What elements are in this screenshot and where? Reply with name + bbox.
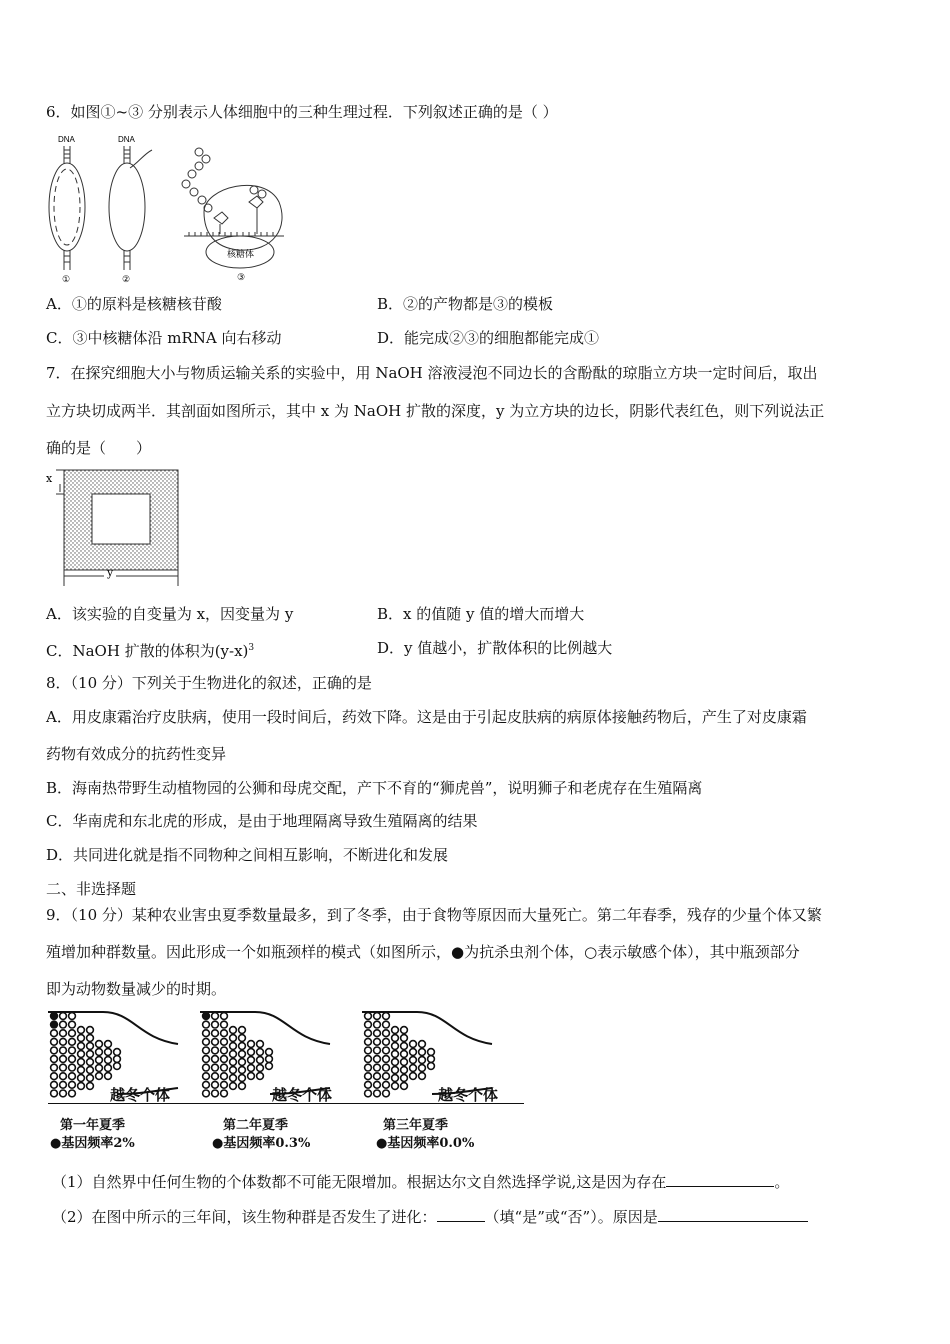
q6-label-2: ② xyxy=(122,275,131,284)
sensitive-dot xyxy=(383,1021,390,1028)
sensitive-dot xyxy=(365,1021,372,1028)
sensitive-dot xyxy=(410,1065,417,1072)
sensitive-dot xyxy=(401,1027,408,1034)
q7-stem-line3: 确的是（ ） xyxy=(46,439,152,457)
sensitive-dot xyxy=(69,1081,76,1088)
sensitive-dot xyxy=(114,1063,121,1070)
q9-stem-line1: 9．（10 分）某种农业害虫夏季数量最多，到了冬季，由于食物等原因而大量死亡。第二年春季，残存的少量个体又繁 xyxy=(46,906,822,924)
q8-option-b: B．海南热带野生动植物园的公狮和母虎交配，产下不育的“狮虎兽”，说明狮子和老虎存在生殖隔离 xyxy=(46,779,703,797)
sensitive-dot xyxy=(374,1090,381,1097)
q6-option-b: B．②的产物都是③的模板 xyxy=(377,295,554,313)
sensitive-dot xyxy=(87,1043,94,1050)
sensitive-dot xyxy=(374,1064,381,1071)
sensitive-dot xyxy=(374,1013,381,1020)
sensitive-dot xyxy=(383,1047,390,1054)
sensitive-dot xyxy=(410,1041,417,1048)
sensitive-dot xyxy=(212,1056,219,1063)
sensitive-dot xyxy=(78,1035,85,1042)
sensitive-dot xyxy=(60,1021,67,1028)
sensitive-dot xyxy=(96,1049,103,1056)
q6-option-d: D．能完成②③的细胞都能完成① xyxy=(377,329,600,347)
sensitive-dot xyxy=(239,1067,246,1074)
q9-fig1-season: 第一年夏季 xyxy=(60,1118,126,1133)
sensitive-dot xyxy=(365,1090,372,1097)
sensitive-dot xyxy=(266,1049,273,1056)
sensitive-dot xyxy=(203,1030,210,1037)
sensitive-dot xyxy=(78,1083,85,1090)
sensitive-dot xyxy=(239,1051,246,1058)
sensitive-dot xyxy=(221,1081,228,1088)
sensitive-dot xyxy=(383,1013,390,1020)
sensitive-dot xyxy=(221,1030,228,1037)
sensitive-dot xyxy=(257,1073,264,1080)
sensitive-dot xyxy=(60,1056,67,1063)
q9-stem-line3: 即为动物数量减少的时期。 xyxy=(46,980,227,998)
resistant-dot xyxy=(203,1013,210,1020)
sensitive-dot xyxy=(248,1041,255,1048)
sensitive-dot xyxy=(266,1056,273,1063)
q9-sub1: （1）自然界中任何生物的个体数都不可能无限增加。根据达尔文自然选择学说,这是因为存在 。 xyxy=(52,1173,790,1191)
sensitive-dot xyxy=(203,1064,210,1071)
q8-option-a-line1: A．用皮康霜治疗皮肤病，使用一段时间后，药效下降。这是由于引起皮肤病的病原体接触药物后，产生了对皮康霜 xyxy=(46,708,807,726)
sensitive-dot xyxy=(221,1013,228,1020)
q9-sub2-blank-reason[interactable] xyxy=(658,1207,808,1222)
sensitive-dot xyxy=(69,1021,76,1028)
sensitive-dot xyxy=(392,1067,399,1074)
sensitive-dot xyxy=(365,1047,372,1054)
sensitive-dot xyxy=(374,1021,381,1028)
sensitive-dot xyxy=(69,1013,76,1020)
sensitive-dot xyxy=(383,1090,390,1097)
sensitive-dot xyxy=(87,1075,94,1082)
sensitive-dot xyxy=(203,1081,210,1088)
q7-option-d: D．y 值越小，扩散体积的比例越大 xyxy=(377,639,613,657)
sensitive-dot xyxy=(383,1056,390,1063)
sensitive-dot xyxy=(78,1027,85,1034)
q6-option-a: A．①的原料是核糖核苷酸 xyxy=(46,295,222,313)
sensitive-dot xyxy=(392,1027,399,1034)
sensitive-dot xyxy=(230,1083,237,1090)
sensitive-dot xyxy=(78,1051,85,1058)
sensitive-dot xyxy=(105,1041,112,1048)
sensitive-dot xyxy=(51,1047,58,1054)
sensitive-dot xyxy=(203,1038,210,1045)
sensitive-dot xyxy=(96,1041,103,1048)
sensitive-dot xyxy=(203,1056,210,1063)
sensitive-dot xyxy=(374,1056,381,1063)
sensitive-dot xyxy=(401,1059,408,1066)
sensitive-dot xyxy=(401,1043,408,1050)
q8-option-c: C．华南虎和东北虎的形成，是由于地理隔离导致生殖隔离的结果 xyxy=(46,812,478,830)
sensitive-dot xyxy=(419,1065,426,1072)
sensitive-dot xyxy=(392,1035,399,1042)
sensitive-dot xyxy=(374,1081,381,1088)
sensitive-dot xyxy=(51,1064,58,1071)
sensitive-dot xyxy=(114,1056,121,1063)
q6-option-c: C．③中核糖体沿 mRNA 向右移动 xyxy=(46,329,282,347)
sensitive-dot xyxy=(392,1043,399,1050)
sensitive-dot xyxy=(401,1083,408,1090)
sensitive-dot xyxy=(365,1064,372,1071)
q6-stem: 6．如图①~③ 分别表示人体细胞中的三种生理过程．下列叙述正确的是（ ） xyxy=(46,103,558,121)
sensitive-dot xyxy=(60,1073,67,1080)
sensitive-dot xyxy=(239,1035,246,1042)
sensitive-dot xyxy=(248,1065,255,1072)
q7-option-c: C．NaOH 扩散的体积为$(y-x)^3$ xyxy=(46,642,255,660)
sensitive-dot xyxy=(221,1021,228,1028)
sensitive-dot xyxy=(212,1064,219,1071)
sensitive-dot xyxy=(257,1041,264,1048)
sensitive-dot xyxy=(212,1021,219,1028)
sensitive-dot xyxy=(69,1073,76,1080)
sensitive-dot xyxy=(221,1073,228,1080)
q8-stem: 8．（10 分）下列关于生物进化的叙述，正确的是 xyxy=(46,674,372,692)
q9-fig3-freq: ●基因频率0.0% xyxy=(376,1136,475,1151)
resistant-dot xyxy=(51,1013,58,1020)
q6-label-3: ③ xyxy=(237,273,246,283)
q9-sub1-blank[interactable] xyxy=(666,1172,774,1187)
sensitive-dot xyxy=(365,1038,372,1045)
sensitive-dot xyxy=(69,1056,76,1063)
sensitive-dot xyxy=(105,1073,112,1080)
sensitive-dot xyxy=(401,1035,408,1042)
sensitive-dot xyxy=(392,1075,399,1082)
sensitive-dot xyxy=(374,1073,381,1080)
sensitive-dot xyxy=(374,1047,381,1054)
sensitive-dot xyxy=(248,1057,255,1064)
sensitive-dot xyxy=(365,1073,372,1080)
sensitive-dot xyxy=(419,1073,426,1080)
sensitive-dot xyxy=(410,1049,417,1056)
sensitive-dot xyxy=(87,1067,94,1074)
sensitive-dot xyxy=(203,1073,210,1080)
q7-y-label: y xyxy=(107,566,114,579)
sensitive-dot xyxy=(410,1073,417,1080)
sensitive-dot xyxy=(401,1075,408,1082)
sensitive-dot xyxy=(392,1051,399,1058)
sensitive-dot xyxy=(410,1057,417,1064)
sensitive-dot xyxy=(51,1038,58,1045)
sensitive-dot xyxy=(87,1051,94,1058)
q9-fig2-winter-label: 越冬个体 xyxy=(272,1086,333,1104)
q7-figure xyxy=(44,466,184,588)
sensitive-dot xyxy=(212,1090,219,1097)
q7-option-b: B．x 的值随 y 值的增大而增大 xyxy=(377,605,585,623)
sensitive-dot xyxy=(69,1064,76,1071)
sensitive-dot xyxy=(239,1043,246,1050)
sensitive-dot xyxy=(257,1057,264,1064)
sensitive-dot xyxy=(105,1049,112,1056)
sensitive-dot xyxy=(239,1027,246,1034)
sensitive-dot xyxy=(248,1073,255,1080)
sensitive-dot xyxy=(383,1038,390,1045)
q6-ribosome-label: 核糖体 xyxy=(227,250,255,260)
q9-fig2-freq: ●基因频率0.3% xyxy=(212,1136,311,1151)
sensitive-dot xyxy=(60,1030,67,1037)
sensitive-dot xyxy=(96,1073,103,1080)
sensitive-dot xyxy=(401,1067,408,1074)
sensitive-dot xyxy=(51,1030,58,1037)
q7-option-a: A．该实验的自变量为 x，因变量为 y xyxy=(46,605,294,623)
sensitive-dot xyxy=(221,1047,228,1054)
sensitive-dot xyxy=(203,1021,210,1028)
q8-option-d: D．共同进化就是指不同物种之间相互影响，不断进化和发展 xyxy=(46,846,449,864)
sensitive-dot xyxy=(239,1075,246,1082)
q9-stem-line2: 殖增加种群数量。因此形成一个如瓶颈样的模式（如图所示，●为抗杀虫剂个体，○表示敏感个体），其中瓶颈部分 xyxy=(46,943,800,961)
sensitive-dot xyxy=(230,1075,237,1082)
sensitive-dot xyxy=(78,1059,85,1066)
sensitive-dot xyxy=(60,1064,67,1071)
sensitive-dot xyxy=(374,1038,381,1045)
sensitive-dot xyxy=(428,1049,435,1056)
sensitive-dot xyxy=(248,1049,255,1056)
sensitive-dot xyxy=(60,1090,67,1097)
sensitive-dot xyxy=(212,1013,219,1020)
q9-fig3-season: 第三年夏季 xyxy=(383,1118,449,1133)
sensitive-dot xyxy=(239,1059,246,1066)
q9-fig1-winter-label: 越冬个体 xyxy=(110,1086,171,1104)
sensitive-dot xyxy=(419,1049,426,1056)
sensitive-dot xyxy=(87,1027,94,1034)
sensitive-dot xyxy=(383,1073,390,1080)
sensitive-dot xyxy=(105,1057,112,1064)
sensitive-dot xyxy=(51,1056,58,1063)
q7-x-label: x xyxy=(46,472,53,485)
q6-label-1: ① xyxy=(62,275,71,284)
sensitive-dot xyxy=(221,1056,228,1063)
sensitive-dot xyxy=(365,1030,372,1037)
sensitive-dot xyxy=(257,1049,264,1056)
sensitive-dot xyxy=(69,1030,76,1037)
sensitive-dot xyxy=(257,1065,264,1072)
sensitive-dot xyxy=(419,1041,426,1048)
q6-dna1-label: DNA xyxy=(58,135,75,144)
sensitive-dot xyxy=(230,1035,237,1042)
sensitive-dot xyxy=(383,1030,390,1037)
sensitive-dot xyxy=(78,1043,85,1050)
sensitive-dot xyxy=(374,1030,381,1037)
sensitive-dot xyxy=(221,1064,228,1071)
sensitive-dot xyxy=(60,1047,67,1054)
q6-figure xyxy=(44,132,284,284)
sensitive-dot xyxy=(212,1073,219,1080)
sensitive-dot xyxy=(96,1065,103,1072)
q9-sub2-blank-yesno[interactable] xyxy=(437,1207,485,1222)
sensitive-dot xyxy=(51,1081,58,1088)
section-heading: 二、非选择题 xyxy=(46,880,137,898)
sensitive-dot xyxy=(51,1073,58,1080)
sensitive-dot xyxy=(60,1038,67,1045)
sensitive-dot xyxy=(96,1057,103,1064)
sensitive-dot xyxy=(266,1063,273,1070)
q9-fig1-freq: ●基因频率2% xyxy=(50,1136,135,1151)
sensitive-dot xyxy=(87,1059,94,1066)
sensitive-dot xyxy=(203,1047,210,1054)
sensitive-dot xyxy=(212,1047,219,1054)
sensitive-dot xyxy=(230,1043,237,1050)
sensitive-dot xyxy=(69,1038,76,1045)
q7-stem-line2: 立方块切成两半．其剖面如图所示，其中 x 为 NaOH 扩散的深度，y 为立方块的边长，阴影代表红色，则下列说法正 xyxy=(46,402,825,420)
sensitive-dot xyxy=(212,1030,219,1037)
sensitive-dot xyxy=(212,1038,219,1045)
sensitive-dot xyxy=(383,1081,390,1088)
sensitive-dot xyxy=(87,1083,94,1090)
sensitive-dot xyxy=(69,1090,76,1097)
q7-stem-line1: 7．在探究细胞大小与物质运输关系的实验中，用 NaOH 溶液浸泡不同边长的含酚酞的琼脂立方块一定时间后，取出 xyxy=(46,364,818,382)
sensitive-dot xyxy=(230,1051,237,1058)
sensitive-dot xyxy=(78,1067,85,1074)
q9-fig3-winter-label: 越冬个体 xyxy=(438,1086,499,1104)
q9-sub2: （2）在图中所示的三年间，该生物种群是否发生了进化： （填“是”或“否”）。原因是 xyxy=(52,1207,808,1227)
sensitive-dot xyxy=(230,1059,237,1066)
sensitive-dot xyxy=(69,1047,76,1054)
sensitive-dot xyxy=(428,1063,435,1070)
sensitive-dot xyxy=(401,1051,408,1058)
resistant-dot xyxy=(51,1021,58,1028)
sensitive-dot xyxy=(383,1064,390,1071)
sensitive-dot xyxy=(365,1013,372,1020)
sensitive-dot xyxy=(365,1081,372,1088)
sensitive-dot xyxy=(221,1038,228,1045)
sensitive-dot xyxy=(230,1067,237,1074)
sensitive-dot xyxy=(212,1081,219,1088)
sensitive-dot xyxy=(428,1056,435,1063)
sensitive-dot xyxy=(230,1027,237,1034)
sensitive-dot xyxy=(365,1056,372,1063)
sensitive-dot xyxy=(239,1083,246,1090)
sensitive-dot xyxy=(419,1057,426,1064)
sensitive-dot xyxy=(221,1090,228,1097)
sensitive-dot xyxy=(60,1013,67,1020)
sensitive-dot xyxy=(60,1081,67,1088)
sensitive-dot xyxy=(87,1035,94,1042)
q9-fig2-season: 第二年夏季 xyxy=(223,1118,289,1133)
sensitive-dot xyxy=(392,1083,399,1090)
q8-option-a-line2: 药物有效成分的抗药性变异 xyxy=(46,745,227,763)
sensitive-dot xyxy=(114,1049,121,1056)
sensitive-dot xyxy=(78,1075,85,1082)
sensitive-dot xyxy=(392,1059,399,1066)
sensitive-dot xyxy=(105,1065,112,1072)
sensitive-dot xyxy=(51,1090,58,1097)
q6-dna2-label: DNA xyxy=(118,135,135,144)
sensitive-dot xyxy=(203,1090,210,1097)
